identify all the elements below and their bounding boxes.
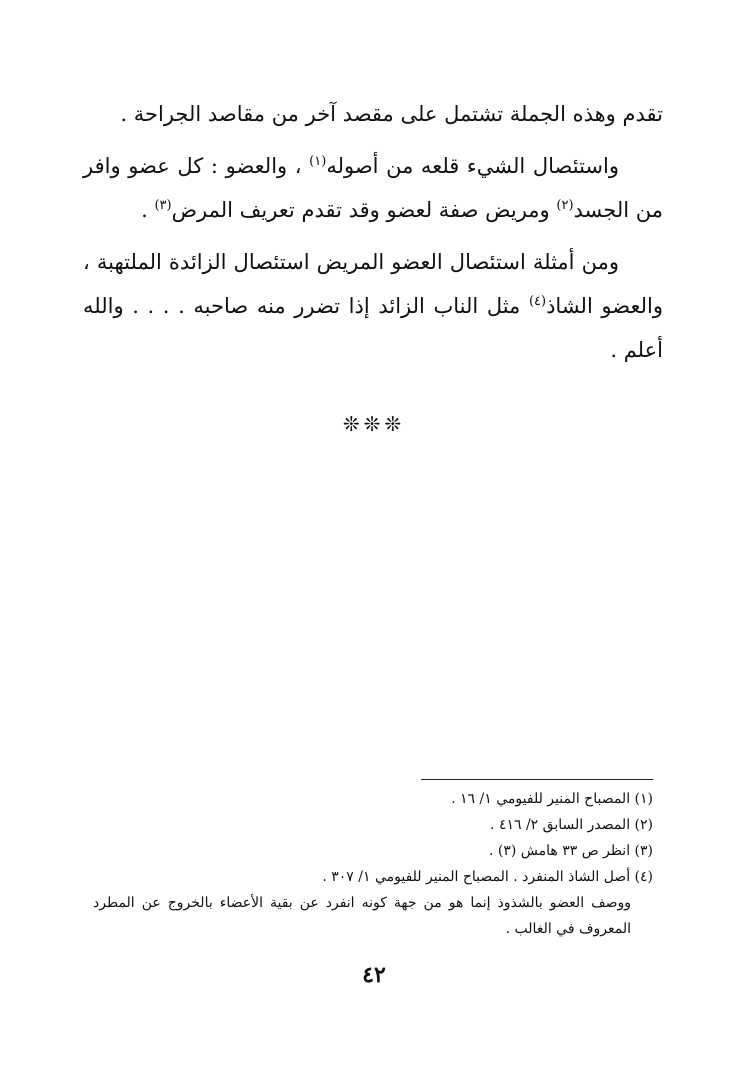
paragraph-2 <box>83 144 663 232</box>
paragraph-3-text-a: ومن أمثلة استئصال العضو المريض استئصال الزائدة الملتهبة ، والعضو الشاذ <box>83 250 663 318</box>
paragraph-3 <box>83 240 663 372</box>
footnote-divider <box>421 779 653 780</box>
footnote-ref-3[interactable]: (٣) <box>154 198 172 213</box>
footnote-3: (٣) انظر ص ٣٣ هامش (٣) . <box>488 843 653 859</box>
paragraph-3-text-b: مثل الناب الزائد إذا تضرر منه صاحبه . . . . والله أعلم . <box>83 294 663 362</box>
footnote-4-continuation: ووصف العضو بالشذوذ إنما هو من جهة كونه انفرد عن بقية الأعضاء بالخروج عن المطرد المعروف في الغالب . <box>93 895 631 937</box>
paragraph-1 <box>83 92 663 136</box>
paragraph-2-text-b: ، والعضو : كل عضو وافر من الجسد <box>83 154 663 222</box>
footnote-ref-2[interactable]: (٢) <box>556 198 574 213</box>
page-number: ٤٢ <box>362 962 386 988</box>
footnotes <box>93 786 653 942</box>
paragraph-2-text-c: ومريض صفة لعضو وقد تقدم تعريف المرض <box>171 198 550 222</box>
footnote-2: (٢) المصدر السابق ٢/ ٤١٦ . <box>490 817 653 833</box>
paragraph-2-text-d: . <box>141 198 148 222</box>
footnote-ref-4[interactable]: (٤) <box>528 294 547 309</box>
footnote-1: (١) المصباح المنير للفيومي ١/ ١٦ . <box>451 791 653 807</box>
main-text <box>83 92 663 380</box>
paragraph-1-text: تقدم وهذه الجملة تشتمل على مقصد آخر من مقاصد الجراحة . <box>120 102 663 126</box>
section-separator: ❊❊❊ <box>342 412 406 436</box>
paragraph-2-text-a: واستئصال الشيء قلعه من أصوله <box>326 154 619 178</box>
footnote-ref-1[interactable]: (١) <box>309 154 327 169</box>
footnote-4: (٤) أصل الشاذ المنفرد . المصباح المنير للفيومي ١/ ٣٠٧ . <box>322 869 653 885</box>
